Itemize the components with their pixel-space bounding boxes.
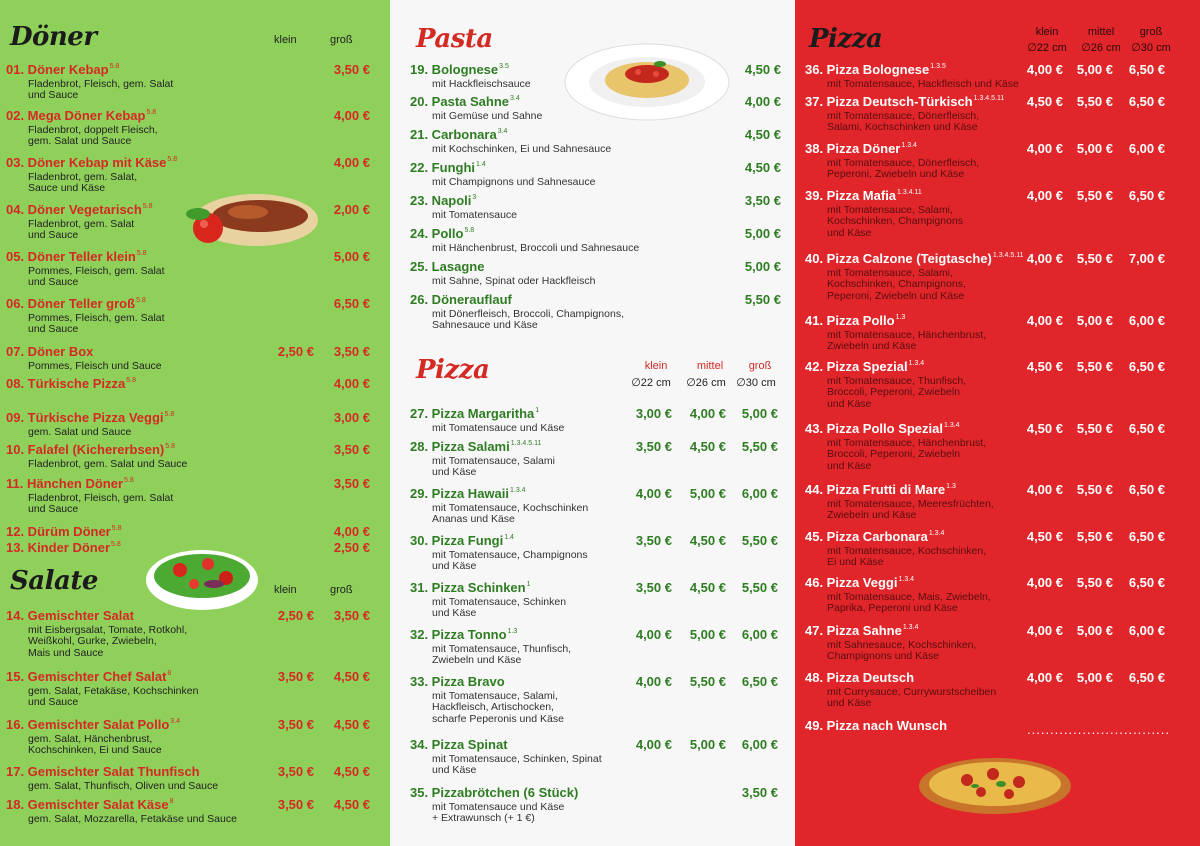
pizza-title-1: Pizza [416, 355, 490, 385]
pizza2-size-gross: groß [1139, 26, 1163, 38]
menu-item-name: 31. Pizza Schinken$^1$ [410, 580, 531, 595]
menu-item-description: Peperoni, Zwiebeln und Käse [827, 168, 965, 181]
price-gross: 5,00 € [741, 406, 778, 421]
pizza1-size-gross-cm: ∅30 cm [736, 377, 776, 389]
price-klein: 4,50 € [1026, 94, 1063, 109]
menu-item-description: gem. Salat, Mozzarella, Fetakäse und Sauce [28, 813, 237, 825]
menu-item-description: Champignons und Käse [827, 650, 940, 663]
menu-item-name: 06. Döner Teller groß$^{5.8}$ [6, 296, 146, 311]
menu-item-description: mit Hänchenbrust, Broccoli und Sahnesauce [432, 242, 640, 254]
menu-item-name: 34. Pizza Spinat [410, 737, 508, 752]
price: 5,00 € [744, 259, 781, 274]
allergen-note: 3.4 [510, 95, 520, 102]
price-klein: 3,50 € [635, 439, 672, 454]
menu-item-description: Kochschinken, Champignons, [827, 278, 966, 291]
menu-item-description: Sahnesauce und Käse [432, 319, 538, 332]
price-mittel: 5,50 € [1076, 251, 1113, 266]
menu-item-description: mit Eisbergsalat, Tomate, Rotkohl, [28, 624, 188, 636]
price-gross: 5,50 € [741, 533, 778, 548]
price-klein: 3,50 € [635, 580, 672, 595]
price-gross: 6,50 € [1128, 62, 1165, 77]
menu-item-description: und Sauce [28, 696, 79, 709]
menu-item-name: 37. Pizza Deutsch-Türkisch$^{1.3.4.5.11}$ [805, 94, 1005, 109]
menu-item-name: 26. Dönerauflauf [410, 292, 512, 307]
allergen-note: 3.5 [499, 63, 509, 70]
price-klein: 4,00 € [1026, 62, 1063, 77]
menu-item-description: Pommes, Fleisch, gem. Salat [28, 312, 165, 324]
menu-item-description: Fladenbrot, gem. Salat [28, 218, 135, 230]
price-mittel: 5,50 € [1076, 482, 1113, 497]
pizza2-size-klein: klein [1035, 26, 1059, 38]
menu-item-name: 33. Pizza Bravo [410, 674, 505, 689]
menu-item-description: mit Currysauce, Currywurstscheiben [827, 686, 997, 698]
price-klein: 3,50 € [277, 797, 314, 812]
allergen-note: 5.8 [142, 203, 153, 210]
allergen-note: 1.3.4 [944, 422, 960, 429]
price-gross: 3,00 € [333, 410, 370, 425]
pizza1-size-gross: groß [748, 360, 772, 372]
menu-item-name: 21. Carbonara$^{3.4}$ [410, 127, 508, 142]
price-mittel: 4,00 € [689, 406, 726, 421]
pizza-image [915, 752, 1075, 816]
salate-size-klein: klein [274, 584, 297, 596]
allergen-note: 1.4 [476, 161, 486, 168]
menu-item-description: und Sauce [28, 229, 79, 242]
price-klein: 3,50 € [277, 717, 314, 732]
allergen-note: 8 [167, 670, 172, 677]
wunsch-dots: ............................... [1027, 722, 1170, 737]
allergen-note: 1.3.4 [902, 624, 919, 631]
menu-item-name: 17. Gemischter Salat Thunfisch [6, 764, 200, 779]
menu-item-description: mit Tomatensauce, Schinken [432, 596, 567, 608]
menu-item-description: mit Tomatensauce, Salami, [827, 267, 953, 279]
price: 4,50 € [744, 62, 781, 77]
menu-item-description: Peperoni, Zwiebeln und Käse [827, 289, 965, 302]
pizza1-size-mittel-cm: ∅26 cm [686, 377, 726, 389]
menu-item-description: und Käse [827, 226, 872, 239]
allergen-note: 5.8 [464, 227, 475, 234]
menu-item-name: 35. Pizzabrötchen (6 Stück) [410, 785, 579, 800]
price-gross: 2,50 € [333, 540, 370, 555]
menu-item-description: Kochschinken, Ei und Sauce [28, 744, 162, 757]
price-klein: 4,00 € [635, 486, 672, 501]
menu-item-description: und Sauce [28, 323, 79, 336]
menu-item-name: 03. Döner Kebap mit Käse$^{5.8}$ [6, 155, 178, 170]
price-klein: 3,50 € [277, 764, 314, 779]
menu-item-description: mit Tomatensauce, Mais, Zwiebeln, [827, 591, 991, 603]
price-gross: 6,00 € [1128, 623, 1165, 638]
price-gross: 4,50 € [333, 764, 370, 779]
allergen-note: 1.3.4 [901, 142, 917, 149]
pizza1-size-klein-cm: ∅22 cm [631, 377, 671, 389]
menu-item-name: 23. Napoli$^3$ [410, 193, 477, 208]
menu-item-name: 11. Hänchen Döner$^{5.8}$ [6, 476, 134, 491]
menu-item-name: 25. Lasagne [410, 259, 485, 274]
menu-item-name: 36. Pizza Bolognese$^{1.3.5}$ [805, 62, 946, 77]
price-gross: 3,50 € [333, 62, 370, 77]
menu-item-description: Fladenbrot, Fleisch, gem. Salat [28, 78, 174, 90]
price-klein: 4,00 € [1026, 575, 1063, 590]
price-klein: 4,00 € [1026, 188, 1063, 203]
menu-item-description: mit Tomatensauce, Thunfisch, [827, 375, 967, 387]
allergen-note: 5.8 [109, 63, 120, 70]
menu-item-description: Fladenbrot, gem. Salat, [28, 171, 138, 183]
price-klein: 3,50 € [635, 533, 672, 548]
price-mittel: 5,50 € [1076, 575, 1113, 590]
allergen-note: 5.8 [164, 411, 175, 418]
pizza-title-2: Pizza [809, 24, 883, 54]
price-gross: 4,00 € [333, 108, 370, 123]
price-gross: 6,50 € [1128, 359, 1165, 374]
price-klein: 4,50 € [1026, 529, 1063, 544]
price-klein: 4,00 € [1026, 670, 1063, 685]
price-mittel: 4,50 € [689, 533, 726, 548]
menu-item-description: mit Tomatensauce, Hänchenbrust, [827, 329, 987, 341]
allergen-note: 1.3.4 [908, 360, 925, 367]
price-gross: 5,00 € [333, 249, 370, 264]
price-mittel: 5,00 € [689, 737, 726, 752]
allergen-note: 3.4 [170, 718, 181, 725]
price-klein: 4,00 € [1026, 313, 1063, 328]
allergen-note: 5.8 [124, 477, 134, 484]
menu-item-description: mit Tomatensauce, Thunfisch, [432, 643, 572, 655]
allergen-note: 1.3.4.11 [897, 189, 922, 196]
price-mittel: 5,50 € [1076, 421, 1113, 436]
menu-item-name: 32. Pizza Tonno$^{1.3}$ [410, 627, 518, 642]
menu-item-description: Pommes, Fleisch und Sauce [28, 360, 162, 372]
price-klein: 2,50 € [277, 344, 314, 359]
menu-item-description: Kochschinken, Champignons [827, 215, 963, 228]
menu-item-description: Sauce und Käse [28, 182, 106, 195]
menu-item-name: 18. Gemischter Salat Käse$^8$ [6, 797, 174, 812]
price-gross: 4,50 € [333, 669, 370, 684]
doner-salate-panel [0, 0, 390, 846]
menu-item-description: mit Hackfleischsauce [432, 78, 531, 90]
price-gross: 4,50 € [333, 717, 370, 732]
price-klein: 4,00 € [635, 737, 672, 752]
price-gross: 2,00 € [333, 202, 370, 217]
menu-item-description: und Käse [827, 397, 872, 410]
menu-item-description: gem. Salat, Hänchenbrust, [28, 733, 153, 745]
menu-item-description: und Käse [432, 607, 477, 620]
menu-item-description: mit Tomatensauce und Käse [432, 801, 565, 813]
allergen-note: 5.8 [126, 377, 136, 384]
menu-item-name: 46. Pizza Veggi$^{1.3.4}$ [805, 575, 915, 590]
menu-item-name: 15. Gemischter Chef Salat$^8$ [6, 669, 172, 684]
price-gross: 6,50 € [1128, 482, 1165, 497]
menu-item-name: 24. Pollo$^{5.8}$ [410, 226, 475, 241]
price-gross: 7,00 € [1128, 251, 1165, 266]
price-klein: 4,00 € [635, 674, 672, 689]
allergen-note: 1.3 [895, 314, 906, 321]
allergen-note: 8 [169, 798, 174, 805]
price: 5,00 € [744, 226, 781, 241]
allergen-note: 1.3.4.5.11 [992, 252, 1024, 259]
allergen-note: 1.4 [504, 534, 514, 541]
allergen-note: 5.8 [165, 443, 175, 450]
allergen-note: 3 [472, 194, 477, 201]
menu-item-name: 41. Pizza Pollo$^{1.3}$ [805, 313, 906, 328]
price-mittel: 5,00 € [1076, 623, 1113, 638]
menu-item-name: 19. Bolognese$^{3.5}$ [410, 62, 509, 77]
price-mittel: 5,00 € [689, 486, 726, 501]
menu-item-name: 07. Döner Box [6, 344, 94, 359]
menu-item-name: 12. Dürüm Döner$^{5.8}$ [6, 524, 122, 539]
menu-item-description: Weißkohl, Gurke, Zwiebeln, [28, 635, 157, 648]
pizza1-size-mittel: mittel [696, 360, 724, 372]
allergen-note: 1.3.4 [898, 576, 915, 583]
price-gross: 3,50 € [333, 608, 370, 623]
price-mittel: 5,50 € [1076, 94, 1113, 109]
price-mittel: 5,50 € [1076, 529, 1113, 544]
price: 4,50 € [744, 127, 781, 142]
menu-item-description: Pommes, Fleisch, gem. Salat [28, 265, 165, 277]
menu-item-name: 28. Pizza Salami$^{1.3.4.5.11}$ [410, 439, 542, 454]
menu-item-name: 49. Pizza nach Wunsch [805, 718, 948, 733]
menu-item-name: 42. Pizza Spezial$^{1.3.4}$ [805, 359, 925, 374]
allergen-note: 1.3 [507, 628, 518, 635]
menu-item-description: gem. Salat, Fetakäse, Kochschinken [28, 685, 199, 697]
menu-item-description: Hackfleisch, Artischocken, [432, 701, 554, 714]
menu-item-description: mit Champignons und Sahnesauce [432, 176, 596, 188]
price-gross: 6,50 € [1128, 188, 1165, 203]
menu-item-name: 01. Döner Kebap$^{5.8}$ [6, 62, 120, 77]
price-gross: 6,50 € [1128, 94, 1165, 109]
price-gross: 6,00 € [1128, 313, 1165, 328]
price-klein: 4,00 € [1026, 251, 1063, 266]
price-klein: 4,00 € [1026, 623, 1063, 638]
menu-item-description: mit Tomatensauce, Dönerfleisch, [827, 157, 980, 169]
menu-item-description: mit Tomatensauce, Dönerfleisch, [827, 110, 980, 122]
menu-item-description: scharfe Peperonis und Käse [432, 712, 564, 725]
menu-item-description: und Käse [827, 459, 872, 472]
price-gross: 4,00 € [333, 524, 370, 539]
menu-item-description: Zwiebeln und Käse [432, 654, 522, 667]
price-mittel: 5,00 € [689, 627, 726, 642]
doner-title: Döner [10, 22, 97, 52]
price-gross: 5,50 € [741, 439, 778, 454]
menu-item-name: 04. Döner Vegetarisch$^{5.8}$ [6, 202, 153, 217]
menu-item-description: und Sauce [28, 503, 79, 516]
menu-item-description: Zwiebeln und Käse [827, 340, 917, 353]
allergen-note: 1.3 [946, 483, 956, 490]
price-gross: 4,50 € [333, 797, 370, 812]
menu-item-description: Fladenbrot, gem. Salat und Sauce [28, 458, 188, 470]
price-gross: 6,00 € [741, 486, 778, 501]
menu-item-name: 39. Pizza Mafia$^{1.3.4.11}$ [805, 188, 922, 203]
price-gross: 6,50 € [741, 674, 778, 689]
allergen-note: 5.8 [146, 109, 157, 116]
allergen-note: 1.3.4.5.11 [510, 440, 542, 447]
menu-item-name: 16. Gemischter Salat Pollo$^{3.4}$ [6, 717, 181, 732]
price-mittel: 5,00 € [1076, 670, 1113, 685]
menu-item-description: mit Kochschinken, Ei und Sahnesauce [432, 143, 612, 155]
menu-item-name: 38. Pizza Döner$^{1.3.4}$ [805, 141, 917, 156]
menu-item-description: Broccoli, Peperoni, Zwiebeln [827, 386, 961, 399]
allergen-note: 1.3.4 [510, 487, 526, 494]
menu-item-description: Fladenbrot, doppelt Fleisch, [28, 124, 158, 136]
price-mittel: 5,00 € [1076, 313, 1113, 328]
menu-item-description: gem. Salat und Sauce [28, 135, 132, 148]
menu-item-name: 40. Pizza Calzone (Teigtasche)$^{1.3.4.5.11}$ [805, 251, 1024, 266]
menu-item-description: Fladenbrot, Fleisch, gem. Salat [28, 492, 174, 504]
menu-item-description: gem. Salat und Sauce [28, 426, 132, 438]
price-gross: 6,50 € [1128, 575, 1165, 590]
price-gross: 6,50 € [1128, 529, 1165, 544]
price-mittel: 5,50 € [1076, 359, 1113, 374]
menu-item-description: mit Dönerfleisch, Broccoli, Champignons, [432, 308, 624, 320]
menu-item-name: 43. Pizza Pollo Spezial$^{1.3.4}$ [805, 421, 960, 436]
menu-item-description: mit Tomatensauce, Kochschinken, [827, 545, 987, 557]
allergen-note: 5.8 [136, 297, 146, 304]
salate-title: Salate [10, 566, 98, 596]
menu-item-description: mit Gemüse und Sahne [432, 110, 543, 122]
price-gross: 4,00 € [333, 376, 370, 391]
price-gross: 3,50 € [333, 344, 370, 359]
menu-item-description: und Käse [432, 560, 477, 573]
price-gross: 3,50 € [333, 476, 370, 491]
price-gross: 6,00 € [1128, 141, 1165, 156]
price-gross: 6,50 € [1128, 670, 1165, 685]
price-mittel: 5,50 € [1076, 188, 1113, 203]
price-gross: 3,50 € [333, 442, 370, 457]
price: 4,50 € [744, 160, 781, 175]
menu-item-name: 48. Pizza Deutsch [805, 670, 915, 685]
menu-item-name: 20. Pasta Sahne$^{3.4}$ [410, 94, 520, 109]
allergen-note: 3.4 [497, 128, 508, 135]
menu-item-description: mit Tomatensauce, Hänchenbrust, [827, 437, 987, 449]
menu-item-name: 10. Falafel (Kichererbsen)$^{5.8}$ [6, 442, 175, 457]
menu-item-name: 22. Funghi$^{1.4}$ [410, 160, 486, 175]
menu-item-description: Ei und Käse [827, 556, 884, 569]
allergen-note: 1.3.4.5.11 [973, 95, 1005, 102]
price-klein: 4,50 € [1026, 359, 1063, 374]
allergen-note: 1.3.5 [930, 63, 946, 70]
price-klein: 4,00 € [635, 627, 672, 642]
price-gross: 6,00 € [741, 737, 778, 752]
price-gross: 6,00 € [741, 627, 778, 642]
menu-item-name: 47. Pizza Sahne$^{1.3.4}$ [805, 623, 919, 638]
menu-item-name: 29. Pizza Hawaii$^{1.3.4}$ [410, 486, 526, 501]
menu-item-name: 14. Gemischter Salat [6, 608, 134, 623]
price-gross: 6,50 € [333, 296, 370, 311]
doner-image [178, 186, 322, 254]
salate-size-gross: groß [330, 584, 353, 596]
price-klein: 4,00 € [1026, 141, 1063, 156]
spaghetti-image [562, 40, 732, 124]
menu-item-description: mit Tomatensauce, Salami [432, 455, 555, 467]
menu-item-description: mit Tomatensauce [432, 209, 518, 221]
price-klein: 2,50 € [277, 608, 314, 623]
allergen-note: 5.8 [167, 156, 178, 163]
price-gross: 3,50 € [741, 785, 778, 800]
menu-item-description: mit Sahnesauce, Kochschinken, [827, 639, 977, 651]
price: 3,50 € [744, 193, 781, 208]
pizza2-size-klein-cm: ∅22 cm [1027, 42, 1067, 54]
menu-item-description: und Käse [432, 466, 477, 479]
price-klein: 4,00 € [1026, 482, 1063, 497]
menu-item-description: Salami, Kochschinken und Käse [827, 121, 978, 134]
menu-item-name: 27. Pizza Margaritha$^1$ [410, 406, 540, 421]
allergen-note: 5.8 [111, 541, 121, 548]
salad-image [142, 540, 262, 614]
pizza2-size-mittel: mittel [1087, 26, 1115, 38]
pizza2-size-gross-cm: ∅30 cm [1131, 42, 1171, 54]
menu-item-description: mit Tomatensauce, Champignons [432, 549, 588, 561]
price-mittel: 5,00 € [1076, 141, 1113, 156]
menu-item-name: 05. Döner Teller klein$^{5.8}$ [6, 249, 147, 264]
price-mittel: 5,50 € [689, 674, 726, 689]
allergen-note: 1.3.4 [928, 530, 945, 537]
menu-item-description: mit Tomatensauce, Salami, [432, 690, 558, 702]
pasta-pizza-panel [390, 0, 795, 846]
allergen-note: 1 [535, 407, 540, 414]
menu-item-description: Paprika, Peperoni und Käse [827, 602, 958, 615]
price-mittel: 4,50 € [689, 439, 726, 454]
pizza2-size-mittel-cm: ∅26 cm [1081, 42, 1121, 54]
menu-item-description: gem. Salat, Thunfisch, Oliven und Sauce [28, 780, 219, 792]
menu-item-name: 45. Pizza Carbonara$^{1.3.4}$ [805, 529, 945, 544]
menu-item-description: mit Sahne, Spinat oder Hackfleisch [432, 275, 596, 287]
price-klein: 3,50 € [277, 669, 314, 684]
menu-item-name: 13. Kinder Döner$^{5.8}$ [6, 540, 121, 555]
menu-item-description: mit Tomatensauce und Käse [432, 422, 565, 434]
price-gross: 4,00 € [333, 155, 370, 170]
allergen-note: 5.8 [136, 250, 147, 257]
menu-item-description: mit Tomatensauce, Salami, [827, 204, 953, 216]
menu-item-description: mit Tomatensauce, Kochschinken [432, 502, 589, 514]
menu-item-description: Ananas und Käse [432, 513, 515, 526]
price: 5,50 € [744, 292, 781, 307]
menu-item-description: Zwiebeln und Käse [827, 509, 917, 522]
price-klein: 3,00 € [635, 406, 672, 421]
menu-item-description: Broccoli, Peperoni, Zwiebeln [827, 448, 961, 461]
doner-size-klein: klein [274, 34, 297, 46]
menu-item-description: mit Tomatensauce, Hackfleisch und Käse [827, 78, 1019, 90]
price-mittel: 5,00 € [1076, 62, 1113, 77]
menu-item-description: mit Tomatensauce, Meeresfrüchten, [827, 498, 994, 510]
menu-item-description: mit Tomatensauce, Schinken, Spinat [432, 753, 602, 765]
menu-item-description: Mais und Sauce [28, 646, 104, 659]
menu-item-name: 08. Türkische Pizza$^{5.8}$ [6, 376, 136, 391]
menu-item-name: 09. Türkische Pizza Veggi$^{5.8}$ [6, 410, 175, 425]
price: 4,00 € [744, 94, 781, 109]
menu-item-description: und Sauce [28, 89, 79, 102]
menu-item-name: 30. Pizza Fungi$^{1.4}$ [410, 533, 514, 548]
pizza-panel [795, 0, 1200, 846]
price-gross: 5,50 € [741, 580, 778, 595]
menu-item-name: 44. Pizza Frutti di Mare$^{1.3}$ [805, 482, 956, 497]
menu-item-description: + Extrawunsch (+ 1 €) [432, 812, 535, 825]
menu-item-description: und Käse [827, 697, 872, 710]
price-gross: 6,50 € [1128, 421, 1165, 436]
doner-size-gross: groß [330, 34, 353, 46]
menu-item-description: und Käse [432, 764, 477, 777]
allergen-note: 5.8 [111, 525, 122, 532]
allergen-note: 1 [526, 581, 531, 588]
menu-item-name: 02. Mega Döner Kebap$^{5.8}$ [6, 108, 157, 123]
pasta-title: Pasta [416, 24, 493, 54]
menu-item-description: und Sauce [28, 276, 79, 289]
price-klein: 4,50 € [1026, 421, 1063, 436]
pizza1-size-klein: klein [644, 360, 668, 372]
price-mittel: 4,50 € [689, 580, 726, 595]
